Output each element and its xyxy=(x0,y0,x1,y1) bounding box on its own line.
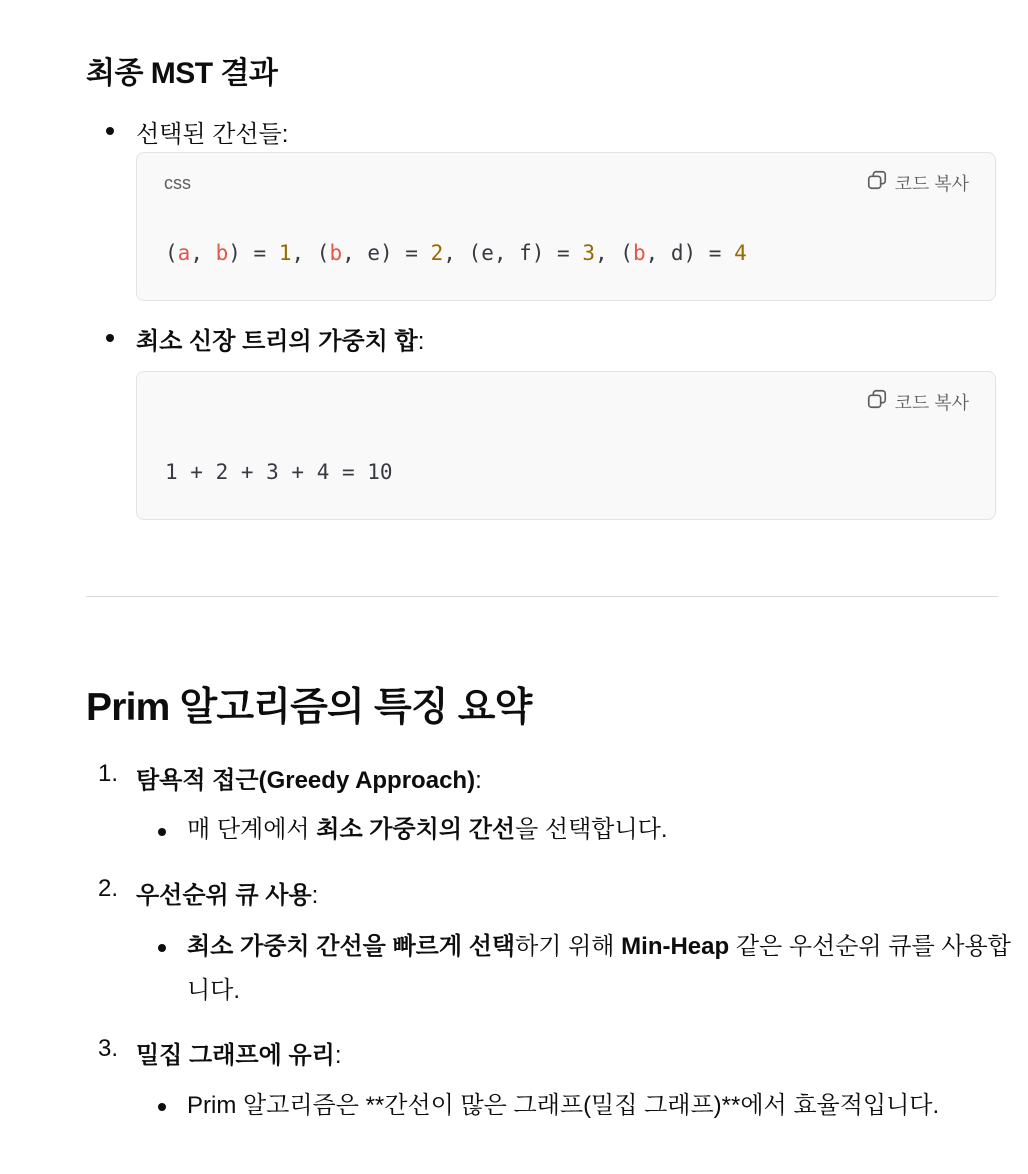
bullet-dot xyxy=(158,1103,166,1111)
copy-code-button[interactable] xyxy=(866,169,969,196)
copy-code-button[interactable] xyxy=(866,388,969,415)
code-block-sum xyxy=(136,371,996,520)
list-item-greedy: 탐욕적 접근(Greedy Approach): xyxy=(136,767,482,794)
section-divider xyxy=(86,596,998,597)
bullet-mst-weight-sum: 최소 신장 트리의 가중치 합: xyxy=(136,328,425,355)
sub-item-dense-graph: Prim 알고리즘은 **간선이 많은 그래프(밀집 그래프)**에서 효율적입니다. xyxy=(187,1092,940,1119)
copy-code-label: 코드 복사 xyxy=(894,173,969,194)
code-text-edges: (a, b) = 1, (b, e) = 2, (e, f) = 3, (b, d) = 4 xyxy=(165,241,747,265)
bullet-selected-edges: 선택된 간선들: xyxy=(136,121,289,148)
sub-item-priority-queue: 최소 가중치 간선을 빠르게 선택하기 위해 Min-Heap 같은 우선순위 큐를 사용합 니다. xyxy=(187,933,1011,1004)
list-number: 2. xyxy=(98,875,119,902)
list-number: 3. xyxy=(98,1035,119,1062)
code-block-edges xyxy=(136,152,996,301)
copy-icon xyxy=(866,169,888,196)
bullet-dot xyxy=(106,127,114,135)
copy-code-label: 코드 복사 xyxy=(894,392,969,413)
copy-icon xyxy=(866,388,888,415)
code-text-sum: 1 + 2 + 3 + 4 = 10 xyxy=(165,460,393,484)
bullet-dot xyxy=(158,944,166,952)
bullet-dot xyxy=(106,334,114,342)
section-heading-final-mst: 최종 MST 결과 xyxy=(86,57,278,90)
code-language-label: css xyxy=(164,173,191,193)
bullet-dot xyxy=(158,828,166,836)
list-item-priority-queue: 우선순위 큐 사용: xyxy=(136,882,319,909)
list-number: 1. xyxy=(98,760,119,787)
list-item-dense-graph: 밀집 그래프에 유리: xyxy=(136,1042,342,1069)
sub-item-greedy: 매 단계에서 최소 가중치의 간선을 선택합니다. xyxy=(187,816,668,843)
section-heading-prim-summary: Prim 알고리즘의 특징 요약 xyxy=(86,686,532,729)
